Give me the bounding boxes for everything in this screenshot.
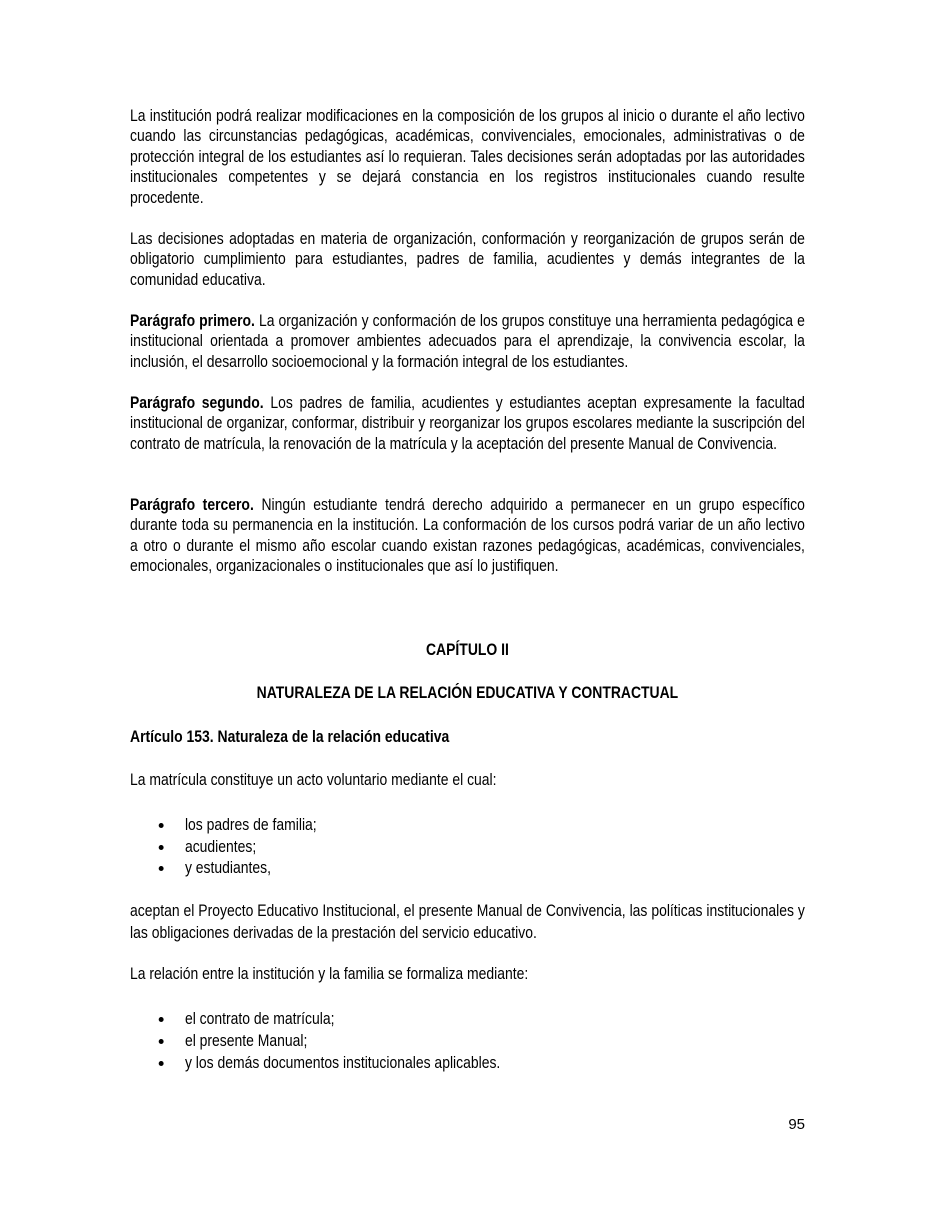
page-number: 95 [788,1116,805,1133]
paragrafo-tercero [130,495,805,577]
bullet-icon [159,823,164,828]
parties-list [130,814,805,879]
article-intro: La matrícula constituye un acto voluntario mediante el cual: [130,770,497,789]
bullet-icon [159,1061,164,1066]
list-item-text: el contrato de matrícula; [184,1009,335,1028]
instruments-list [130,1008,805,1074]
list-item-text: los padres de familia; [184,815,317,834]
bullet-icon [159,1039,164,1044]
paragrafo-label: Parágrafo segundo. [130,393,264,412]
list-item [130,836,805,858]
list-item [130,1052,805,1074]
paragrafo-text: La organización y conformación de los grupos constituye una herramienta pedagógica e institucional orientada a promover ambientes adecuados para el aprendizaje, la convivencia escolar, la inclusión, el desarrollo socioemocional y la formación integral de los estudiantes. [130,311,805,371]
chapter-title: NATURALEZA DE LA RELACIÓN EDUCATIVA Y CONTRACTUAL [256,683,679,702]
paragrafo-text: Ningún estudiante tendrá derecho adquirido a permanecer en un grupo específico durante toda su permanencia en la institución. La conformación de los cursos podrá variar de un año lectivo a otro o durante el mismo año escolar cuando existan razones pedagógicas, académicas, convivenciales, emocionales, organizacionales o institucionales que así lo justifiquen. [130,495,805,576]
bullet-icon [159,1017,164,1022]
list-item-text: el presente Manual; [184,1031,308,1050]
paragrafo-label: Parágrafo tercero. [130,495,254,514]
paragrafo-label: Parágrafo primero. [130,311,255,330]
list-item [130,1008,805,1030]
paragrafo-primero [130,311,805,372]
list-item-text: acudientes; [184,836,257,856]
list-item-text: y los demás documentos institucionales aplicables. [184,1053,501,1072]
bullet-icon [159,866,164,871]
bullet-icon [159,845,164,850]
paragraph-group-modifications: La institución podrá realizar modificaciones en la composición de los grupos al inicio o durante el año lectivo cuando las circunstancias pedagógicas, académicas, convivenciales, emocionales, administrativas o de protección integral de los estudiantes así lo requieran. Tales decisiones serán adoptadas por las autoridades institucionales competentes y se dejará constancia en los registros institucionales cuando resulte procedente. [130,106,805,207]
list-item [130,814,805,836]
paragraph-mandatory-compliance: Las decisiones adoptadas en materia de organización, conformación y reorganización de grupos serán de obligatorio cumplimiento para estudiantes, padres de familia, acudientes y demás integrantes de la comunidad educativa. [130,229,805,289]
list-item-text: y estudiantes, [184,858,271,878]
paragrafo-segundo [130,393,805,454]
chapter-number: CAPÍTULO II [425,640,509,659]
formalization-intro: La relación entre la institución y la familia se formaliza mediante: [130,964,529,983]
list-item [130,857,805,879]
article-heading: Artículo 153. Naturaleza de la relación educativa [130,727,450,746]
acceptance-paragraph: aceptan el Proyecto Educativo Institucional, el presente Manual de Convivencia, las políticas institucionales y las obligaciones derivadas de la prestación del servicio educativo. [130,901,805,942]
list-item [130,1030,805,1052]
paragrafo-text: Los padres de familia, acudientes y estudiantes aceptan expresamente la facultad institucional de organizar, conformar, distribuir y reorganizar los grupos escolares mediante la suscripción del contrato de matrícula, la renovación de la matrícula y la aceptación del presente Manual de Convivencia. [130,393,805,453]
